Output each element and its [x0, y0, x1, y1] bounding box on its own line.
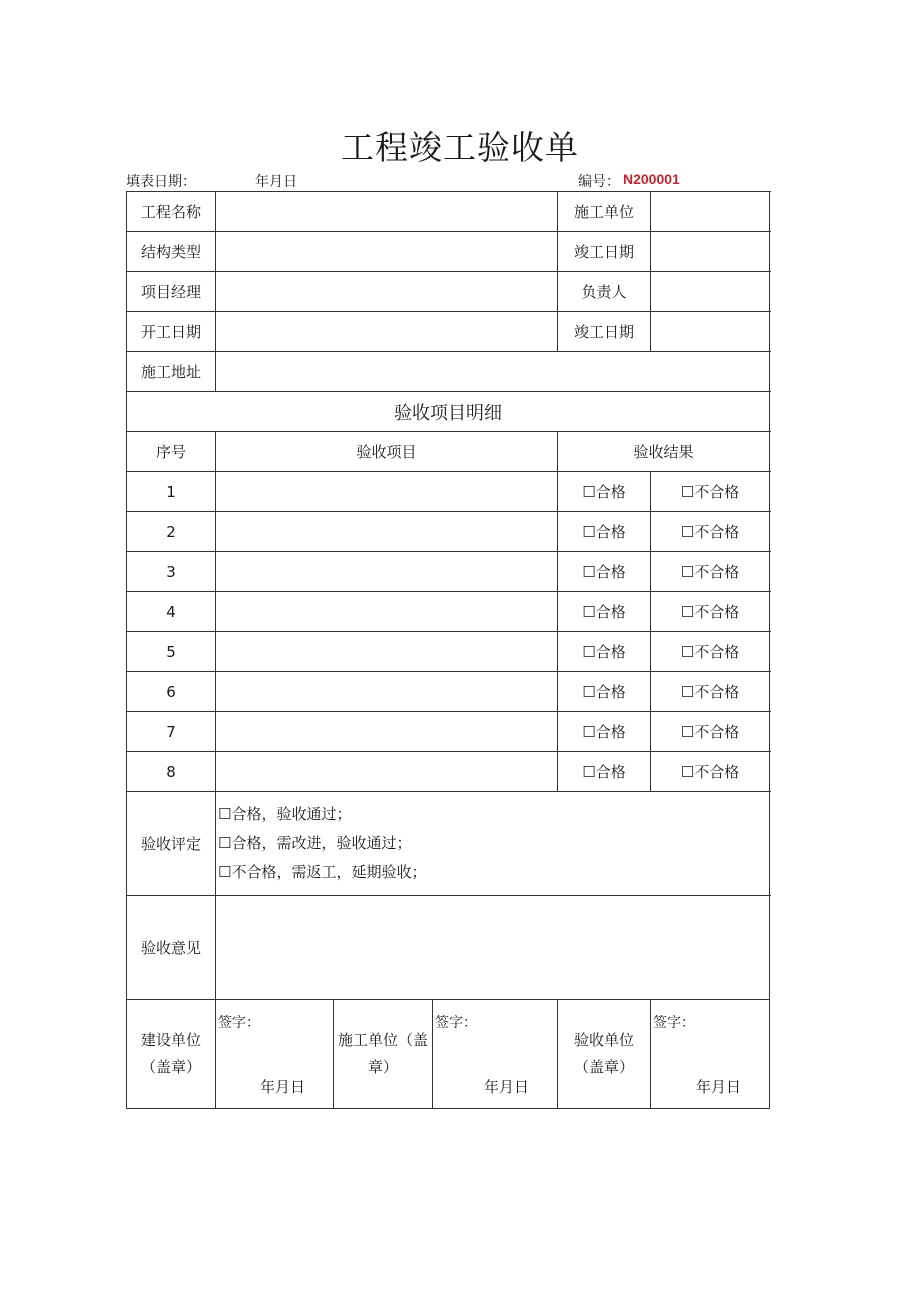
evaluation-label: 验收评定	[127, 792, 216, 896]
detail-row-pass-checkbox[interactable]: ☐合格	[558, 672, 651, 712]
detail-rows	[127, 472, 770, 792]
inspection-unit-line1: 验收单位	[574, 1031, 635, 1049]
client-unit-line1: 建设单位	[140, 1031, 201, 1049]
responsible-person-label: 负责人	[558, 272, 651, 312]
inspection-sign-label: 签字：	[653, 1015, 696, 1031]
inspection-unit-label	[558, 1000, 651, 1109]
project-manager-field[interactable]	[216, 272, 558, 312]
detail-row-pass-checkbox[interactable]: ☐合格	[558, 472, 651, 512]
detail-row-no: 7	[127, 712, 216, 752]
start-date-label: 开工日期	[127, 312, 216, 352]
detail-row-fail-checkbox[interactable]: ☐不合格	[651, 592, 770, 632]
info-row	[127, 312, 770, 352]
contractor-sign-cell[interactable]	[433, 1000, 558, 1109]
inspection-unit-line2: （盖章）	[574, 1058, 635, 1076]
detail-row-no: 1	[127, 472, 216, 512]
detail-row-pass-checkbox[interactable]: ☐合格	[558, 752, 651, 792]
opinion-field[interactable]	[216, 896, 770, 1000]
detail-row	[127, 552, 770, 592]
structure-type-label: 结构类型	[127, 232, 216, 272]
contractor-sign-label: 签字：	[435, 1015, 477, 1031]
detail-row	[127, 672, 770, 712]
detail-row-no: 4	[127, 592, 216, 632]
detail-row	[127, 592, 770, 632]
inspection-sign-date: 年月日	[696, 1078, 742, 1096]
client-unit-label	[127, 1000, 216, 1109]
detail-row-fail-checkbox[interactable]: ☐不合格	[651, 552, 770, 592]
info-row	[127, 352, 770, 392]
responsible-person-field[interactable]	[651, 272, 770, 312]
completion-date-label: 竣工日期	[558, 232, 651, 272]
col-no-header: 序号	[127, 432, 216, 472]
detail-row-item-field[interactable]	[216, 512, 558, 552]
acceptance-form-table	[126, 191, 770, 1109]
detail-row-item-field[interactable]	[216, 472, 558, 512]
opinion-row	[127, 896, 770, 1000]
construction-address-field[interactable]	[216, 352, 770, 392]
opinion-label: 验收意见	[127, 896, 216, 1000]
detail-section-row	[127, 392, 770, 432]
detail-row-item-field[interactable]	[216, 752, 558, 792]
col-item-header: 验收项目	[216, 432, 558, 472]
detail-row-item-field[interactable]	[216, 552, 558, 592]
detail-row-pass-checkbox[interactable]: ☐合格	[558, 632, 651, 672]
project-name-field[interactable]	[216, 192, 558, 232]
contractor-sign-date: 年月日	[484, 1078, 530, 1096]
evaluation-option-fail[interactable]: ☐不合格，需返工，延期验收；	[218, 863, 427, 881]
contractor-unit-line1: 施工单位（盖	[337, 1031, 428, 1049]
evaluation-option-pass[interactable]: ☐合格，验收通过；	[218, 805, 352, 823]
fill-date-label: 填表日期：	[126, 174, 196, 190]
detail-row-no: 5	[127, 632, 216, 672]
col-result-header: 验收结果	[558, 432, 770, 472]
inspection-sign-cell[interactable]	[651, 1000, 770, 1109]
info-row	[127, 272, 770, 312]
construction-unit-field[interactable]	[651, 192, 770, 232]
construction-unit-label: 施工单位	[558, 192, 651, 232]
evaluation-option-improve[interactable]: ☐合格，需改进，验收通过；	[218, 834, 412, 852]
detail-row-item-field[interactable]	[216, 712, 558, 752]
number-label: 编号：	[578, 174, 620, 190]
number-value: N200001	[623, 171, 680, 187]
completion-date-field[interactable]	[651, 232, 770, 272]
detail-row-no: 6	[127, 672, 216, 712]
project-name-label: 工程名称	[127, 192, 216, 232]
detail-row-item-field[interactable]	[216, 672, 558, 712]
page-title: 工程竣工验收单	[341, 128, 579, 167]
detail-row-fail-checkbox[interactable]: ☐不合格	[651, 752, 770, 792]
info-row	[127, 232, 770, 272]
fill-date-value[interactable]: 年月日	[255, 174, 297, 190]
client-sign-date: 年月日	[259, 1078, 305, 1096]
detail-row-no: 2	[127, 512, 216, 552]
detail-section-title: 验收项目明细	[127, 392, 770, 432]
contractor-unit-line2: 章）	[367, 1058, 398, 1076]
detail-row-fail-checkbox[interactable]: ☐不合格	[651, 472, 770, 512]
project-manager-label: 项目经理	[127, 272, 216, 312]
detail-row-pass-checkbox[interactable]: ☐合格	[558, 592, 651, 632]
detail-header-row	[127, 432, 770, 472]
detail-row-fail-checkbox[interactable]: ☐不合格	[651, 632, 770, 672]
detail-row-no: 3	[127, 552, 216, 592]
info-row	[127, 192, 770, 232]
completion-date-2-field[interactable]	[651, 312, 770, 352]
evaluation-options	[216, 792, 770, 896]
detail-row-fail-checkbox[interactable]: ☐不合格	[651, 512, 770, 552]
client-sign-label: 签字：	[218, 1015, 260, 1031]
completion-date-2-label: 竣工日期	[558, 312, 651, 352]
detail-row-pass-checkbox[interactable]: ☐合格	[558, 552, 651, 592]
detail-row-pass-checkbox[interactable]: ☐合格	[558, 512, 651, 552]
detail-row-item-field[interactable]	[216, 592, 558, 632]
detail-row	[127, 472, 770, 512]
detail-row	[127, 752, 770, 792]
client-unit-line2: （盖章）	[140, 1058, 201, 1076]
detail-row	[127, 712, 770, 752]
construction-address-label: 施工地址	[127, 352, 216, 392]
structure-type-field[interactable]	[216, 232, 558, 272]
detail-row	[127, 512, 770, 552]
signature-row	[127, 1000, 770, 1109]
client-sign-cell[interactable]	[216, 1000, 334, 1109]
contractor-unit-label	[334, 1000, 433, 1109]
evaluation-row	[127, 792, 770, 896]
detail-row-fail-checkbox[interactable]: ☐不合格	[651, 712, 770, 752]
detail-row	[127, 632, 770, 672]
detail-row-no: 8	[127, 752, 216, 792]
start-date-field[interactable]	[216, 312, 558, 352]
detail-row-item-field[interactable]	[216, 632, 558, 672]
detail-row-fail-checkbox[interactable]: ☐不合格	[651, 672, 770, 712]
detail-row-pass-checkbox[interactable]: ☐合格	[558, 712, 651, 752]
